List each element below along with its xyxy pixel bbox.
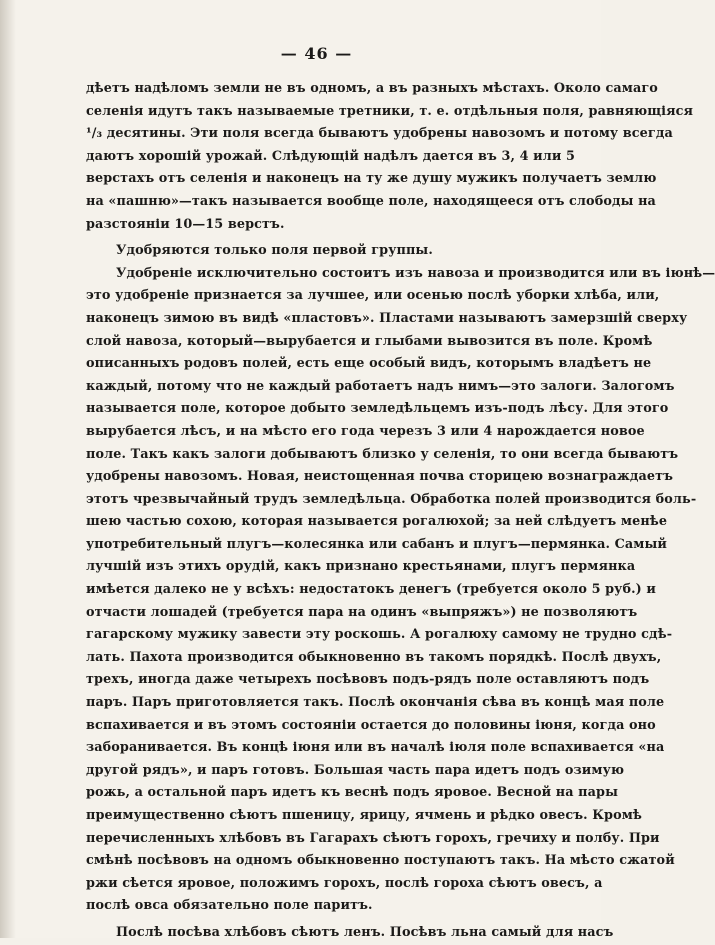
text-line: употребительный плугъ—колесянка или сабанъ и плугъ—пермянка. Самый [86, 536, 667, 552]
text-line: имѣется далеко не у всѣхъ: недостатокъ денегъ (требуется около 5 руб.) и [86, 582, 656, 598]
text-line: описанныхъ родовъ полей, есть еще особый видъ, которымъ владѣетъ не [86, 356, 652, 372]
text-line: перечисленныхъ хлѣбовъ въ Гагарахъ сѣютъ горохъ, гречиху и полбу. При [86, 830, 660, 846]
text-line: Удобреніе исключительно состоитъ изъ навоза и производится или въ іюнѣ— [116, 265, 715, 281]
body-text [86, 78, 715, 945]
text-line: трехъ, иногда даже четырехъ посѣвовъ подъ-рядъ поле оставляютъ подъ [86, 672, 650, 688]
text-line: удобрены навозомъ. Новая, неистощенная почва сторицею вознаграждаетъ [86, 469, 674, 485]
text-line: лать. Пахота производится обыкновенно въ такомъ порядкѣ. Послѣ двухъ, [86, 649, 662, 665]
text-line: на «пашню»—такъ называется вообще поле, находящееся отъ слободы на [86, 193, 656, 209]
text-line: отчасти лошадей (требуется пара на одинъ «выпряжъ») не позволяютъ [86, 604, 638, 620]
text-line: слой навоза, который—вырубается и глыбами вывозится въ поле. Кромѣ [86, 333, 653, 349]
text-line: верстахъ отъ селенія и наконецъ на ту же душу мужикъ получаетъ землю [86, 171, 657, 187]
text-line: послѣ овса обязательно поле паритъ. [86, 898, 373, 914]
text-line: называется поле, которое добыто земледѣльцемъ изъ-подъ лѣсу. Для этого [86, 401, 669, 417]
text-line: заборанивается. Въ концѣ іюня или въ началѣ іюля поле вспахивается «на [86, 740, 665, 756]
page-number: — 46 — [280, 44, 353, 63]
text-line: ¹/₃ десятины. Эти поля всегда бываютъ удобрены навозомъ и потому всегда [86, 126, 673, 142]
text-line: дѣетъ надѣломъ земли не въ одномъ, а въ разныхъ мѣстахъ. Около самаго [86, 81, 658, 96]
text-line: поле. Такъ какъ залоги добываютъ близко у селенія, то они всегда бываютъ [86, 446, 679, 462]
text-line: этотъ чрезвычайный трудъ земледѣльца. Обработка полей производится боль- [86, 491, 697, 507]
text-line: это удобреніе признается за лучшее, или осенью послѣ уборки хлѣба, или, [86, 288, 660, 304]
page-edge-shadow [0, 0, 16, 938]
text-line: паръ. Паръ приготовляется такъ. Послѣ окончанія сѣва въ концѣ мая поле [86, 695, 665, 711]
text-line: другой рядъ», и паръ готовъ. Большая часть пара идетъ подъ озимую [86, 762, 625, 778]
text-line: селенія идутъ такъ называемые третники, т. е. отдѣльныя поля, равняющіяся [86, 103, 694, 119]
text-line: Послѣ посѣва хлѣбовъ сѣютъ ленъ. Посѣвъ льна самый для насъ [116, 924, 614, 940]
text-line: Удобряются только поля первой группы. [116, 243, 433, 259]
text-line: каждый, потому что не каждый работаетъ надъ нимъ—это залоги. Залогомъ [86, 378, 675, 394]
text-line: разстояніи 10—15 верстъ. [86, 216, 285, 232]
text-line: наконецъ зимою въ видѣ «пластовъ». Пластами называютъ замерзшій сверху [86, 310, 688, 326]
text-line: смѣнѣ посѣвовъ на одномъ обыкновенно поступаютъ такъ. На мѣсто сжатой [86, 853, 675, 869]
text-line: лучшій изъ этихъ орудій, какъ признано крестьянами, плугъ пермянка [86, 559, 636, 575]
text-line: вырубается лѣсъ, и на мѣсто его года черезъ 3 или 4 нарождается новое [86, 423, 645, 439]
text-line: вспахивается и въ этомъ состояніи остается до половины іюня, когда оно [86, 717, 656, 733]
text-line: преимущественно сѣютъ пшеницу, ярицу, ячмень и рѣдко овесъ. Кромѣ [86, 808, 643, 823]
text-line: шею частью сохою, которая называется рогалюхой; за ней слѣдуетъ менѣе [86, 514, 668, 530]
text-line: даютъ хорошій урожай. Слѣдующій надѣлъ дается въ 3, 4 или 5 [86, 148, 576, 164]
text-line: гагарскому мужику завести эту роскошь. А рогалюху самому не трудно сдѣ- [86, 627, 673, 643]
text-line: ржи сѣется яровое, положимъ горохъ, послѣ гороха сѣютъ овесъ, а [86, 875, 603, 891]
text-line: рожь, а остальной паръ идетъ къ веснѣ подъ яровое. Весной на пары [86, 785, 619, 801]
